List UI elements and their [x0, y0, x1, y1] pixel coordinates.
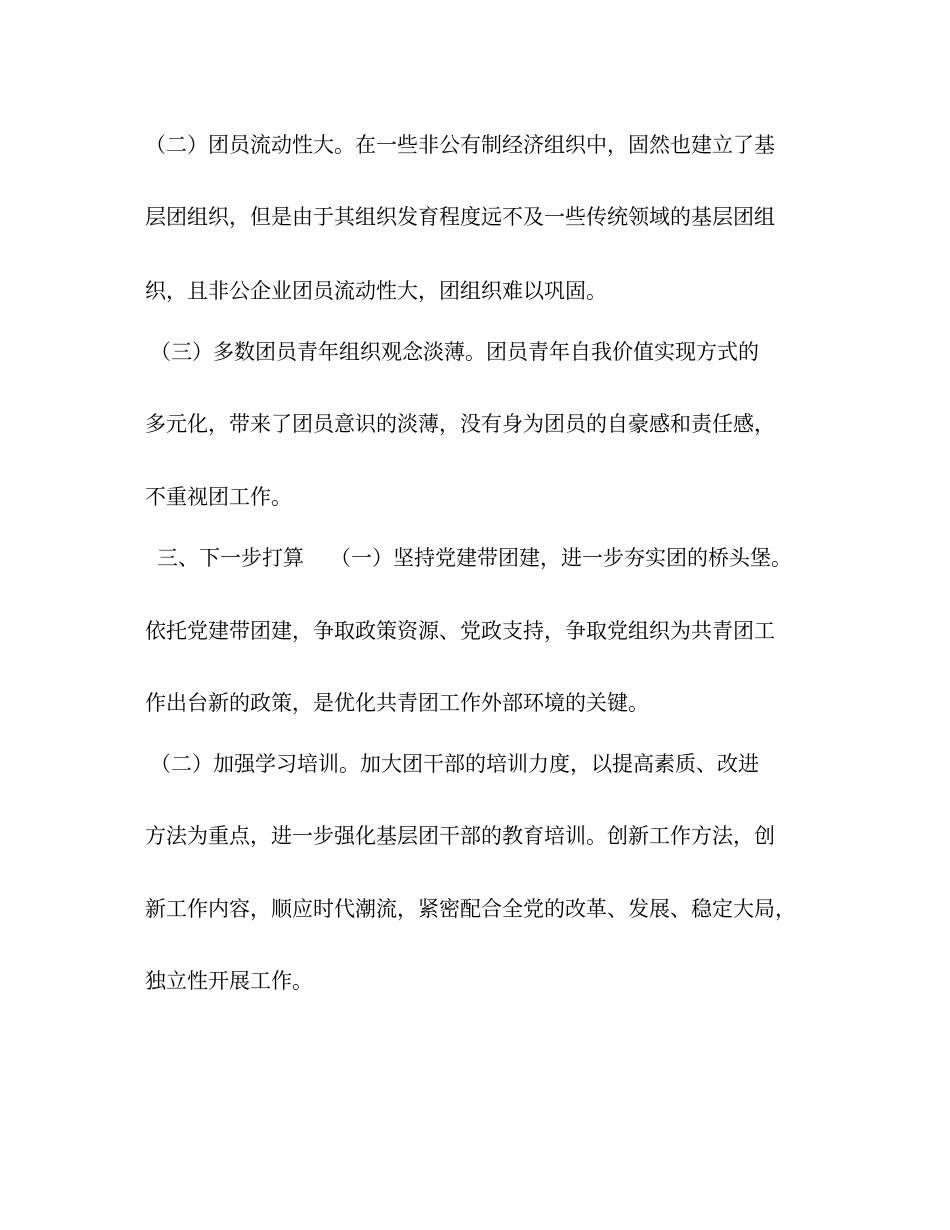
subsection-heading: （一）坚持党建带团建，进一步夯实团的桥头堡。: [330, 546, 792, 570]
paragraph-line: （二）团员流动性大。在一些非公有制经济组织中，固然也建立了基: [145, 133, 775, 157]
section-heading-line: [157, 544, 837, 572]
paragraph-line: 依托党建带团建，争取政策资源、党政支持，争取党组织为共青团工: [145, 619, 775, 643]
paragraph-line: （二）加强学习培训。加大团干部的培训力度，以提高素质、改进: [150, 752, 759, 776]
paragraph-line: 多元化，带来了团员意识的淡薄，没有身为团员的自豪感和责任感，: [145, 412, 775, 436]
paragraph-line: 作出台新的政策，是优化共青团工作外部环境的关键。: [145, 691, 649, 715]
paragraph-line: 方法为重点，进一步强化基层团干部的教育培训。创新工作方法，创: [145, 824, 775, 848]
paragraph-line: （三）多数团员青年组织观念淡薄。团员青年自我价值实现方式的: [150, 340, 759, 364]
paragraph-line: 新工作内容，顺应时代潮流，紧密配合全党的改革、发展、稳定大局，: [145, 897, 796, 921]
paragraph-line: 织，且非公企业团员流动性大，团组织难以巩固。: [145, 279, 607, 303]
paragraph-line: 独立性开展工作。: [145, 969, 313, 993]
paragraph-line: 不重视团工作。: [145, 485, 292, 509]
section-heading: 三、下一步打算: [157, 546, 304, 570]
paragraph-line: 层团组织，但是由于其组织发育程度远不及一些传统领域的基层团组: [145, 205, 775, 229]
